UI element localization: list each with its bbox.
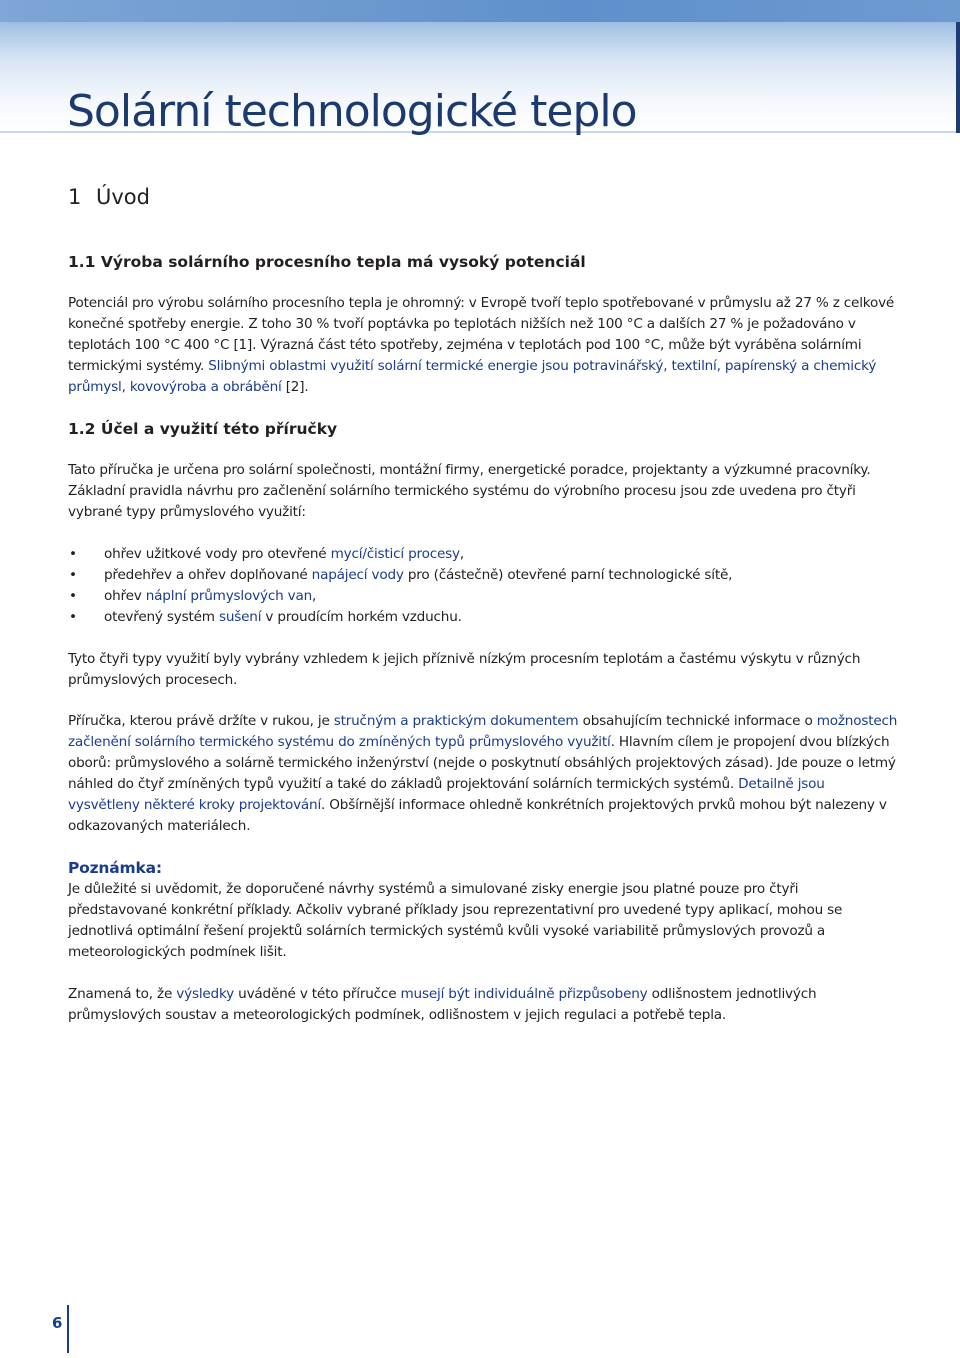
bullet-icon: • bbox=[69, 588, 77, 604]
highlight-text: musejí být individuálně přizpůsobeny bbox=[400, 986, 648, 1002]
usage-type-list bbox=[68, 544, 898, 628]
note-label: Poznámka: bbox=[68, 859, 162, 877]
paragraph-purpose: Tato příručka je určena pro solární společnosti, montážní firmy, energetické poradce, projektanty a výzkumné pracovníky. Základní pravidla návrhu pro začlenění solárního termického systému do výrobního procesu jsou zde uvedena pro čtyři vybrané typy průmyslového využití: bbox=[68, 462, 871, 520]
paragraph-results: Znamená to, že výsledky uváděné v této příručce musejí být individuálně přizpůsobeny odlišnostem jednotlivých průmyslových soustav a meteorologických podmínek, odlišnostem v jejich regulaci a potřebě tepla. bbox=[68, 986, 817, 1023]
highlight-text: možnostech začlenění solárního termického systému do zmíněných typů průmyslového využití bbox=[68, 713, 898, 750]
highlight-text: výsledky bbox=[176, 986, 235, 1002]
highlight-text: Detailně jsou vysvětleny některé kroky projektování bbox=[68, 776, 825, 813]
list-item: • otevřený systém sušení v proudícím horkém vzduchu. bbox=[68, 607, 898, 628]
bullet-icon: • bbox=[69, 546, 77, 562]
page-number: 6 bbox=[52, 1314, 63, 1332]
page-title: Solární technologické teplo bbox=[67, 86, 637, 137]
paragraph-usage-reason: Tyto čtyři typy využití byly vybrány vzhledem k jejich příznivě nízkým procesním teplotám a častému výskytu v různých průmyslových procesech. bbox=[68, 651, 861, 688]
list-item-highlight: mycí/čisticí procesy bbox=[330, 546, 460, 562]
list-item-highlight: napájecí vody bbox=[311, 567, 404, 583]
chapter-heading bbox=[68, 180, 898, 214]
paragraph-potential-highlight: Slibnými oblastmi využití solární termické energie jsou potravinářský, textilní, papírenský a chemický průmysl, kovovýroba a obrábění bbox=[68, 358, 877, 395]
section-heading-1-1: 1.1 Výroba solárního procesního tepla má vysoký potenciál bbox=[68, 253, 586, 271]
note-text: Je důležité si uvědomit, že doporučené návrhy systémů a simulované zisky energie jsou platné pouze pro čtyři představované konkrétní příklady. Ačkoliv vybrané příklady jsou reprezentativní pro uvedené typy aplikací, mohou se jednotlivá optimální řešení projektů solárních termických systémů kvůli vysoké variabilitě průmyslových provozů a meteorologických podmínek lišit. bbox=[68, 881, 843, 960]
paragraph-potential-text: Potenciál pro výrobu solárního procesního tepla je ohromný: v Evropě tvoří teplo spotřebované v průmyslu až 27 % z celkové konečné spotřeby energie. Z toho 30 % tvoří poptávka po teplotách nižších než 100 °C a dalších 27 % je požadováno v teplotách 100 °C 400 °C [1]. Výrazná část této spotřeby, zejména v teplotách pod 100 °C, může být vyráběna solárními termickými systémy. bbox=[68, 295, 895, 374]
header-banner bbox=[0, 0, 960, 137]
list-item: • ohřev užitkové vody pro otevřené mycí/čisticí procesy, bbox=[68, 544, 898, 565]
list-item-highlight: sušení bbox=[218, 609, 262, 625]
section-heading-1-2: 1.2 Účel a využití této příručky bbox=[68, 420, 338, 438]
chapter-title: Úvod bbox=[96, 185, 150, 209]
list-item: • ohřev náplní průmyslových van, bbox=[68, 586, 898, 607]
chapter-number: 1 bbox=[68, 185, 82, 209]
list-item-highlight: náplní průmyslových van bbox=[145, 588, 313, 604]
document-body bbox=[68, 180, 898, 1026]
header-stripe bbox=[0, 0, 960, 22]
header-edge-accent bbox=[956, 22, 960, 133]
bullet-icon: • bbox=[69, 609, 77, 625]
highlight-text: stručným a praktickým dokumentem bbox=[333, 713, 579, 729]
list-item: • předehřev a ohřev doplňované napájecí vody pro (částečně) otevřené parní technologické sítě, bbox=[68, 565, 898, 586]
bullet-icon: • bbox=[69, 567, 77, 583]
page-number-bar bbox=[67, 1305, 69, 1353]
paragraph-handbook: Příručka, kterou právě držíte v rukou, je stručným a praktickým dokumentem obsahujícím technické informace o možnostech začlenění solárního termického systému do zmíněných typů průmyslového využití. Hlavním cílem je propojení dvou blízkých oborů: průmyslového a solárně termického inženýrství (nejde o poskytnutí obsáhlých projektových zásad). Jde pouze o letmý náhled do čtyř zmíněných typů využití a také do základů projektování solárních termických systémů. Detailně jsou vysvětleny některé kroky projektování. Obšírnější informace ohledně konkrétních projektových prvků mohou být nalezeny v odkazovaných materiálech. bbox=[68, 713, 898, 834]
paragraph-potential-citation: [2]. bbox=[281, 379, 309, 395]
paragraph-potential bbox=[68, 293, 898, 398]
